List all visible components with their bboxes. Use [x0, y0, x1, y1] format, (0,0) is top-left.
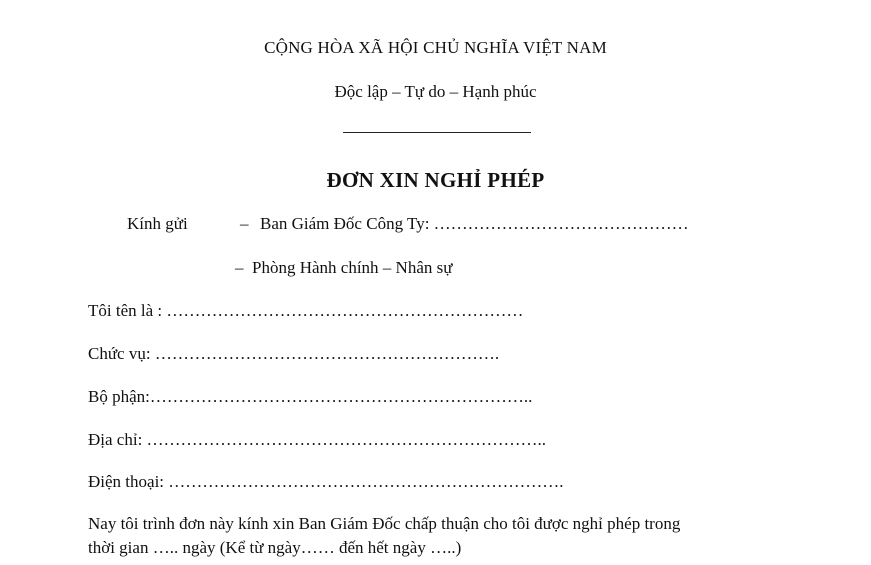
- national-heading: CỘNG HÒA XÃ HỘI CHỦ NGHĨA VIỆT NAM: [264, 38, 607, 57]
- recipient-label: Kính gửi: [127, 214, 188, 233]
- national-motto: Độc lập – Tự do – Hạnh phúc: [334, 82, 537, 101]
- recipient-line-2: – Phòng Hành chính – Nhân sự: [235, 258, 453, 277]
- request-paragraph-line-2: thời gian ….. ngày (Kể từ ngày…… đến hết ngày …..): [88, 538, 462, 557]
- recipient-line-1: Ban Giám Đốc Công Ty: ………………………………………: [260, 214, 689, 233]
- recipient-dash: –: [240, 214, 249, 233]
- field-address: Địa chỉ: ……………………………………………………………..: [88, 430, 547, 449]
- request-paragraph-line-1: Nay tôi trình đơn này kính xin Ban Giám Đốc chấp thuận cho tôi được nghỉ phép trong: [88, 514, 681, 533]
- field-department: Bộ phận:…………………………………………………………..: [88, 387, 533, 406]
- header-divider: [343, 132, 531, 133]
- field-phone: Điện thoại: …………………………………………………………….: [88, 472, 564, 491]
- field-position: Chức vụ: …………………………………………………….: [88, 344, 500, 363]
- document-title: ĐƠN XIN NGHỈ PHÉP: [326, 168, 545, 192]
- field-name: Tôi tên là : ………………………………………………………: [88, 301, 524, 320]
